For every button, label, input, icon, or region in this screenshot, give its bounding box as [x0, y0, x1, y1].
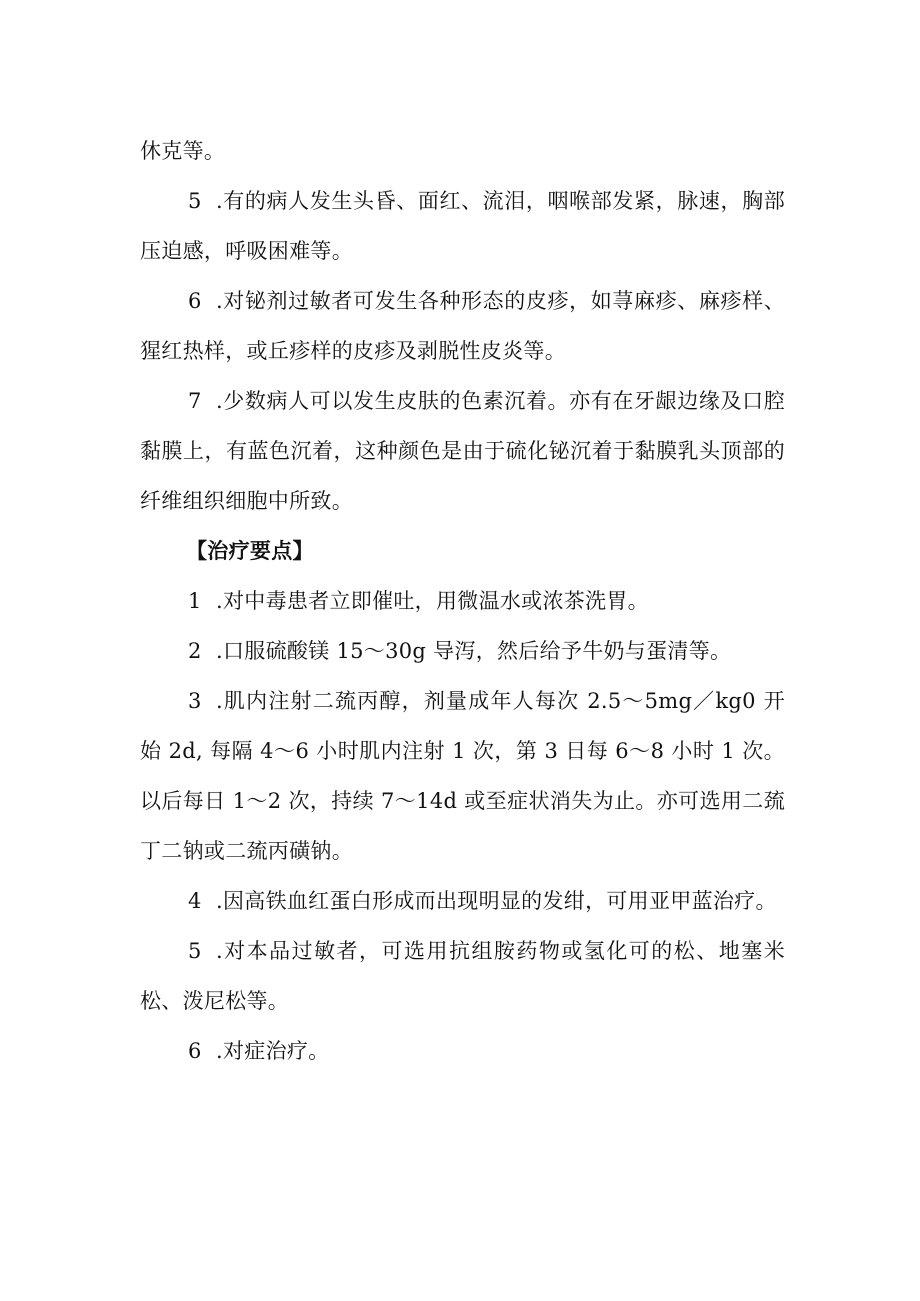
item-text: .肌内注射二巯丙醇，剂量成年人每次 2.5～5mg／kg0 开始 2d, 每隔 4～6 小时肌内注射 1 次，第 3 日每 6～8 小时 1 次。以后每日 1～2 次，持续 7～14d 或至症状消失为止。亦可选用二巯丁二钠或二巯丙磺钠。 [140, 689, 785, 863]
item-number: 2 [188, 639, 202, 663]
item-number: 6 [188, 1039, 202, 1063]
item-text: .对铋剂过敏者可发生各种形态的皮疹，如荨麻疹、麻疹样、猩红热样，或丘疹样的皮疹及剥脱性皮炎等。 [140, 289, 785, 363]
item-text: .对症治疗。 [216, 1039, 330, 1063]
item-number: 7 [188, 389, 202, 413]
treatment-item-2 [140, 626, 785, 676]
item-number: 1 [188, 589, 202, 613]
item-text: .少数病人可以发生皮肤的色素沉着。亦有在牙龈边缘及口腔黏膜上，有蓝色沉着，这种颜色是由于硫化铋沉着于黏膜乳头顶部的纤维组织细胞中所致。 [140, 389, 785, 513]
paragraph-text: 休克等。 [140, 139, 226, 163]
item-text: .口服硫酸镁 15～30g 导泻，然后给予牛奶与蛋清等。 [216, 639, 732, 663]
item-number: 3 [188, 689, 202, 713]
item-text: .对本品过敏者，可选用抗组胺药物或氢化可的松、地塞米松、泼尼松等。 [140, 939, 785, 1013]
item-text: .对中毒患者立即催吐，用微温水或浓茶洗胃。 [216, 589, 649, 613]
item-text: .有的病人发生头昏、面红、流泪，咽喉部发紧，脉速，胸部压迫感，呼吸困难等。 [140, 189, 785, 263]
section-heading: 【治疗要点】 [186, 538, 314, 563]
treatment-item-6 [140, 1026, 785, 1076]
item-number: 6 [188, 289, 202, 313]
treatment-item-1 [140, 576, 785, 626]
item-text: .因高铁血红蛋白形成而出现明显的发绀，可用亚甲蓝治疗。 [216, 889, 777, 913]
item-number: 5 [188, 939, 202, 963]
symptom-item-7 [140, 376, 785, 526]
item-number: 4 [188, 889, 202, 913]
paragraph-continuation [140, 126, 785, 176]
item-number: 5 [188, 189, 202, 213]
treatment-item-4 [140, 876, 785, 926]
symptom-item-6 [140, 276, 785, 376]
symptom-item-5 [140, 176, 785, 276]
treatment-item-5 [140, 926, 785, 1026]
document-body [140, 126, 785, 1076]
treatment-item-3 [140, 676, 785, 876]
